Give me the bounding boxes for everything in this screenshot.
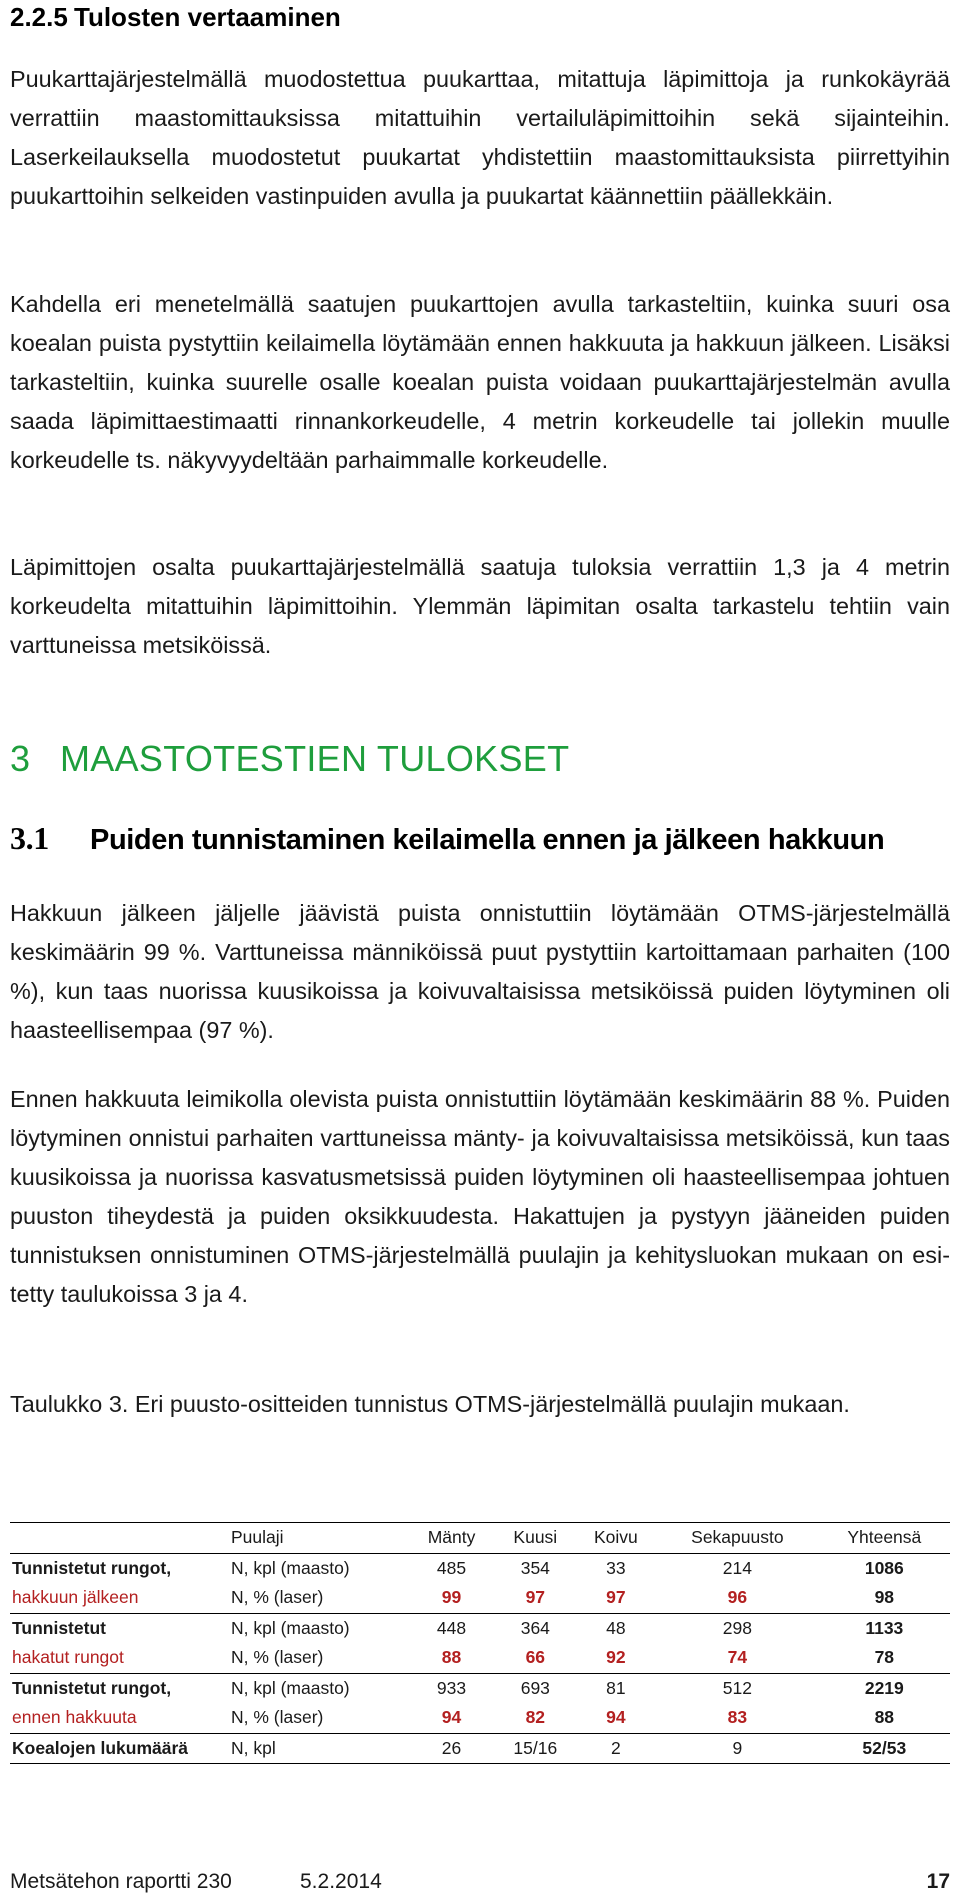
table-cell: hakkuun jälkeen — [12, 1587, 139, 1608]
table-row — [10, 1703, 950, 1733]
table-cell: 94 — [606, 1707, 626, 1728]
section-heading — [10, 2, 341, 33]
identification-table — [10, 1522, 950, 1764]
table-cell: 354 — [520, 1557, 550, 1578]
table-cell: 88 — [441, 1647, 462, 1668]
table-cell: 52/53 — [862, 1737, 907, 1758]
subsection-title: Puiden tunnistaminen keilaimella ennen ja jälkeen hakkuun — [90, 824, 885, 856]
table-cell: 512 — [722, 1677, 752, 1698]
table-cell: 97 — [606, 1587, 626, 1608]
table-cell: 2 — [610, 1737, 621, 1758]
table-cell: N, kpl (maasto) — [231, 1617, 350, 1638]
table-cell: N, % (laser) — [231, 1587, 324, 1608]
table-cell: 693 — [520, 1677, 550, 1698]
table-cell: 92 — [606, 1647, 626, 1668]
table-row — [10, 1673, 950, 1703]
table-cell: Tunnistetut rungot, — [12, 1557, 172, 1578]
table-row — [10, 1643, 950, 1673]
subsection-heading — [10, 820, 884, 857]
table-header-cell: Yhteensä — [847, 1527, 922, 1548]
table-cell: Tunnistetut — [12, 1617, 106, 1638]
table-caption: Taulukko 3. Eri puusto-ositteiden tunnistus OTMS-järjestelmällä puulajin mukaan. — [10, 1391, 850, 1417]
table-cell: 1086 — [864, 1557, 904, 1578]
table-row — [10, 1583, 950, 1613]
table-cell: 1133 — [865, 1617, 904, 1638]
table-cell: N, kpl (maasto) — [231, 1677, 350, 1698]
subsection-number: 3.1 — [10, 820, 49, 856]
table-cell: 97 — [525, 1587, 546, 1608]
table-row — [10, 1553, 950, 1583]
table-cell: N, % (laser) — [231, 1707, 324, 1728]
footer-date: 5.2.2014 — [300, 1870, 382, 1893]
table-cell: 78 — [874, 1647, 895, 1668]
table-cell: 81 — [606, 1677, 626, 1698]
section-title: Tulosten vertaaminen — [74, 2, 341, 32]
table-header-cell: Kuusi — [513, 1527, 558, 1548]
table-cell: 88 — [874, 1707, 895, 1728]
table-cell: 2219 — [864, 1677, 904, 1698]
chapter-number: 3 — [10, 738, 31, 779]
table-cell: Koealojen lukumäärä — [12, 1737, 189, 1758]
table-cell: N, % (laser) — [231, 1647, 324, 1668]
table-cell: hakatut rungot — [12, 1647, 124, 1668]
chapter-title: MAASTOTESTIEN TULOKSET — [60, 738, 570, 779]
table-row — [10, 1613, 950, 1643]
table-header-row — [10, 1523, 950, 1554]
table-header-cell: Sekapuusto — [691, 1527, 784, 1548]
table-cell: 94 — [441, 1707, 462, 1728]
table-cell: 83 — [727, 1707, 748, 1728]
table-cell: 364 — [520, 1617, 550, 1638]
table-cell: 448 — [436, 1617, 467, 1638]
table-row — [10, 1733, 950, 1764]
paragraph-before-harvest: Ennen hakkuuta leimikolla olevista puista onnistuttiin löytämään keskimäärin 88 %. Puiden löytyminen onnistui parhaiten varttuneissa mänty- ja koivuvaltaisissa metsiköissä, kun taas kuusikoissa ja nuorissa kasvatusmetsissä puiden löytyminen oli haasteellisempaa johtuen puuston tiheydestä ja puiden oksikkuudesta. Hakattujen ja pystyyn jääneiden puiden tunnistuksen onnistuminen OTMS-järjestelmällä puulajin ja kehitysluokan mukaan on esitetty taulukoissa 3 ja 4. — [10, 1086, 950, 1307]
section-number: 2.2.5 — [10, 2, 68, 32]
table-cell: 98 — [874, 1587, 895, 1608]
table-cell: Tunnistetut rungot, — [12, 1677, 172, 1698]
table-header-cell: Koivu — [593, 1527, 638, 1548]
table-cell: 96 — [727, 1587, 748, 1608]
table-header-cell: Puulaji — [231, 1527, 284, 1548]
table-header-cell — [10, 1523, 229, 1554]
footer-publication: Metsätehon raportti 230 — [10, 1870, 232, 1893]
table-cell: 82 — [525, 1707, 546, 1728]
table-cell: N, kpl (maasto) — [231, 1557, 350, 1578]
table-cell: 485 — [436, 1557, 467, 1578]
table-cell: 48 — [606, 1617, 626, 1638]
chapter-heading — [10, 738, 569, 780]
paragraph-comparison: Puukarttajärjestelmällä muodostettua puukarttaa, mitattuja läpimittoja ja runkokäyrää verrattiin maastomittauksissa mitattuihin vertailuläpimittoihin sekä sijainteihin. Laserkeilauksella muodostetut puukartat yhdistettiin maastomittauksista piirrettyihin puukarttoihin selkeiden vastinpuiden avulla ja puukartat käännettiin päällekkäin. — [10, 66, 950, 209]
table-header-cell: Mänty — [427, 1527, 476, 1548]
table-cell: 15/16 — [513, 1737, 558, 1758]
table-cell: 9 — [732, 1737, 743, 1758]
table-cell: 214 — [722, 1557, 752, 1578]
table-cell: 66 — [525, 1647, 546, 1668]
paragraph-diameters: Läpimittojen osalta puukarttajärjestelmällä saatuja tuloksia verrattiin 1,3 ja 4 metrin korkeudelta mitattuihin läpimittoihin. Ylemmän läpimitan osalta tarkastelu tehtiin vain varttuneissa metsiköissä. — [10, 554, 950, 658]
table-cell: ennen hakkuuta — [12, 1707, 137, 1728]
table-cell: 99 — [441, 1587, 462, 1608]
paragraph-methods: Kahdella eri menetelmällä saatujen puukarttojen avulla tarkasteltiin, kuinka suuri osa koealan puista pystyttiin keilaimella löytämään ennen hakkuuta ja hakkuun jälkeen. Lisäksi tarkasteltiin, kuinka suurelle osalle koealan puista voidaan puukarttajärjestelmän avulla saada läpimittaestimaatti rinnankorkeudelle, 4 metrin korkeudelle tai jollekin muulle korkeudelle ts. näkyvyydeltään parhaimmalle korkeudelle. — [10, 291, 950, 473]
table-cell: 74 — [727, 1647, 748, 1668]
table-cell: 933 — [436, 1677, 467, 1698]
table-cell: 33 — [606, 1557, 626, 1578]
table-cell: 298 — [722, 1617, 752, 1638]
paragraph-after-harvest: Hakkuun jälkeen jäljelle jäävistä puista onnistuttiin löytämään OTMS-järjestelmällä keskimäärin 99 %. Varttuneissa männiköissä puut pystyttiin kartoittamaan parhaiten (100 %), kun taas nuorissa kuusikoissa ja koivuvaltaisissa metsiköissä puiden löytyminen oli haasteellisempaa (97 %). — [10, 900, 950, 1043]
table-cell: N, kpl — [231, 1737, 276, 1758]
page-number: 17 — [926, 1870, 950, 1893]
table-cell: 26 — [441, 1737, 462, 1758]
